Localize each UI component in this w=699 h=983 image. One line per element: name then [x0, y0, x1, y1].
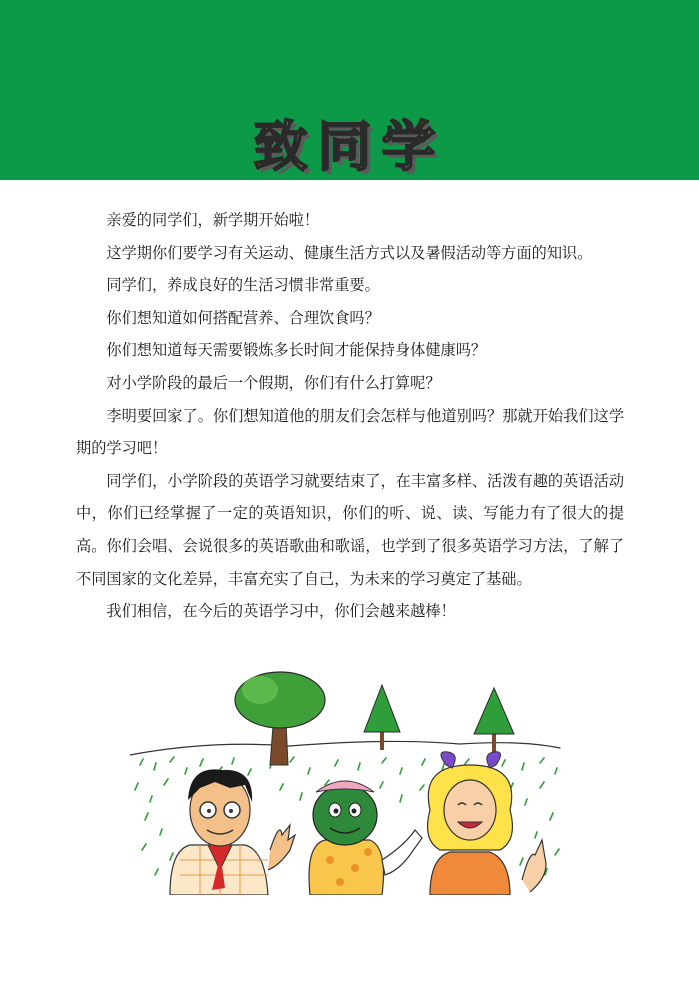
letter-paragraph: 你们想知道如何搭配营养、合理饮食吗？ — [106, 308, 380, 327]
letter-paragraph: 同学们，养成良好的生活习惯非常重要。 — [106, 276, 380, 295]
page-title: 致同学 — [253, 115, 446, 178]
letter-paragraph: 我们相信，在今后的英语学习中，你们会越来越棒！ — [106, 602, 456, 621]
letter-paragraph: 这学期你们要学习有关运动、健康生活方式以及暑假活动等方面的知识。 — [106, 243, 593, 262]
letter-paragraph: 对小学阶段的最后一个假期，你们有什么打算呢？ — [106, 373, 441, 392]
girl-figure — [428, 752, 546, 895]
children-illustration — [130, 670, 570, 895]
tree-middle — [364, 685, 400, 750]
letter-paragraph: 同学们，小学阶段的英语学习就要结束了，在丰富多样、活泼有趣的英语活动中，你们已经掌握了一定的英语知识，你们的听、说、读、写能力有了很大的提高。你们会唱、会说很多的英语歌曲和歌谣，也学到了很多英语学习方法，了解了不同国家的文化差异，丰富充实了自己，为未来的学习奠定了基础。 — [76, 471, 624, 588]
letter-paragraph: 李明要回家了。你们想知道他的朋友们会怎样与他道别吗？那就开始我们这学期的学习吧！ — [76, 406, 624, 458]
tree-left — [235, 672, 325, 765]
turtle-figure — [309, 781, 422, 895]
letter-paragraph: 亲爱的同学们，新学期开始啦！ — [106, 211, 320, 229]
letter-paragraph: 你们想知道每天需要锻炼多长时间才能保持身体健康吗？ — [106, 341, 487, 360]
boy-figure — [170, 769, 295, 895]
letter-body — [76, 204, 624, 628]
